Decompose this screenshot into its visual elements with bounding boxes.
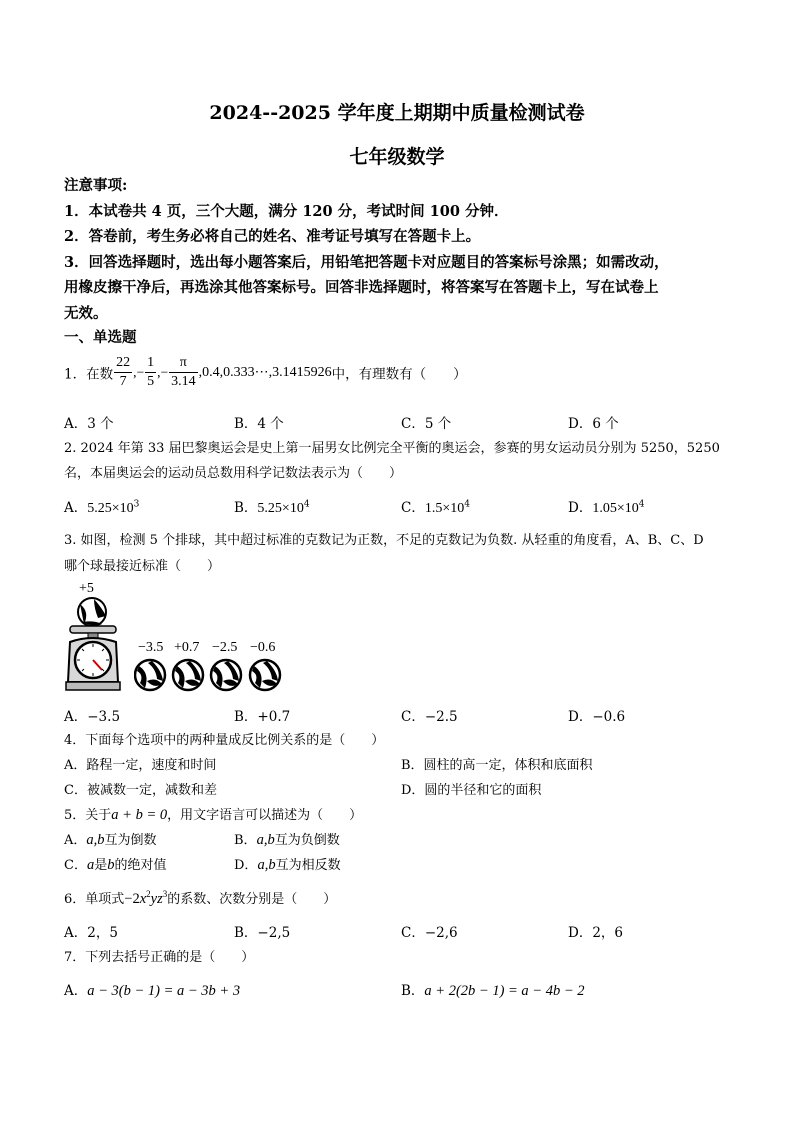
q1-number-list: ,0.4,0.333⋯,3.1415926 (198, 365, 332, 380)
q6-option-c[interactable]: C．−2,6 (401, 925, 458, 941)
option-expression: a − 3(b − 1) = a − 3b + 3 (87, 983, 241, 999)
option-label: C． (64, 858, 87, 873)
q5-stem-post: ，用文字语言可以描述为（ ） (167, 808, 363, 823)
question-3-line-1: 3. 如图，检测 5 个排球，其中超过标准的克数记为正数，不足的克数记为负数. 从轻重的角度看，A、B、C、D (64, 533, 704, 548)
q2-option-b[interactable] (234, 496, 310, 517)
notice-item-2: 2．答卷前，考生务必将自己的姓名、准考证号填写在答题卡上。 (64, 228, 481, 245)
option-label: A． (64, 983, 88, 999)
option-label: A． (64, 833, 87, 848)
q6-stem-pre: 6．单项式 (64, 892, 125, 907)
q7-option-a[interactable] (64, 979, 240, 1000)
frac-num: 1 (145, 354, 156, 373)
q1-option-d[interactable]: D．6 个 (568, 416, 619, 432)
question-2-line-2: 名，本届奥运会的运动员总数用科学记数法表示为（ ） (64, 466, 403, 481)
q6-option-a[interactable]: A．2，5 (64, 925, 118, 941)
question-1-stem (64, 354, 467, 391)
q1-prefix: 1．在数 (64, 366, 114, 383)
question-7-stem: 7．下列去括号正确的是（ ） (64, 950, 255, 965)
option-text: 互为相反数 (275, 858, 341, 873)
q1-sep: ,− (133, 364, 145, 380)
notice-item-1: 1．本试卷共 4 页，三个大题，满分 120 分，考试时间 100 分钟． (64, 203, 509, 220)
option-exponent: 4 (638, 499, 645, 510)
option-math: a,b (257, 857, 276, 873)
option-expression: a + 2(2b − 1) = a − 4b − 2 (424, 983, 585, 999)
option-label: B． (401, 983, 425, 999)
q5-option-d[interactable] (234, 854, 341, 874)
option-text: 互为倒数 (104, 833, 157, 848)
q3-option-d[interactable]: D．−0.6 (568, 709, 626, 725)
option-label: B． (234, 833, 257, 848)
q4-option-a[interactable]: A．路程一定，速度和时间 (64, 758, 217, 773)
frac-num: 22 (114, 354, 132, 373)
option-mantissa: 1.05×10 (592, 501, 639, 516)
frac-den: 3.14 (171, 374, 196, 389)
q4-option-c[interactable]: C．被减数一定，减数和差 (64, 783, 217, 798)
option-exponent: 4 (303, 499, 310, 510)
q3-option-a[interactable]: A．−3.5 (64, 709, 121, 725)
frac-den: 5 (147, 374, 155, 389)
volleyball-icon (135, 660, 165, 690)
q3-option-c[interactable]: C．−2.5 (401, 709, 458, 725)
volleyball-row (134, 658, 294, 694)
q2-option-a[interactable] (64, 496, 139, 517)
question-6-stem (64, 888, 336, 908)
q6-option-b[interactable]: B．−2,5 (234, 925, 291, 941)
q3-option-b[interactable]: B．+0.7 (234, 709, 291, 725)
scale-icon (64, 594, 124, 694)
option-text: 互为负倒数 (274, 833, 340, 848)
option-label: B． (234, 500, 258, 516)
q5-equation: a + b = 0 (111, 807, 168, 823)
question-2-line-1: 2. 2024 年第 33 届巴黎奥运会是史上第一届男女比例完全平衡的奥运会，参赛的男女运动员分别为 5250，5250 (64, 441, 720, 456)
q2-option-d[interactable] (568, 496, 644, 517)
option-label: C． (401, 500, 425, 516)
scale-ball-label: +5 (79, 581, 94, 596)
notice-heading: 注意事项: (64, 177, 128, 194)
q6-option-d[interactable]: D．2，6 (568, 925, 624, 941)
section-heading: 一、单选题 (64, 329, 137, 346)
option-exponent: 4 (464, 499, 470, 510)
fraction-1-5 (145, 354, 156, 391)
question-3-line-2: 哪个球最接近标准（ ） (64, 559, 221, 574)
notice-item-3: 3．回答选择题时，选出每小题答案后，用铅笔把答题卡对应题目的答案标号涂黑；如需改动， (64, 254, 669, 271)
q1-option-b[interactable]: B．4 个 (234, 416, 284, 432)
option-math: a (86, 857, 95, 873)
question-5-stem (64, 804, 362, 824)
option-label: A． (64, 500, 88, 516)
q5-stem-pre: 5．关于 (64, 808, 112, 823)
monomial-expression: $-2x^2yz^3$ (124, 889, 168, 907)
option-exponent: 3 (133, 499, 140, 510)
option-label: D． (234, 858, 258, 873)
exam-subtitle: 七年级数学 (349, 146, 445, 168)
option-mantissa: 5.25×10 (87, 501, 134, 516)
notice-item-3-end: 无效。 (64, 305, 108, 322)
q4-option-b[interactable]: B．圆柱的高一定，体积和底面积 (401, 758, 593, 773)
q6-stem-post: 的系数、次数分别是（ ） (167, 892, 337, 907)
option-math: a,b (256, 832, 275, 848)
q4-option-d[interactable]: D．圆的半径和它的面积 (401, 783, 542, 798)
question-4-stem: 4．下面每个选项中的两种量成反比例关系的是（ ） (64, 733, 385, 748)
ball-label-a: −3.5 (138, 640, 164, 655)
frac-den: 7 (119, 374, 127, 389)
fraction-pi-3.14 (169, 354, 198, 391)
ball-label-d: −0.6 (250, 640, 276, 655)
q5-option-b[interactable] (234, 829, 340, 849)
ball-label-b: +0.7 (174, 640, 200, 655)
option-text: 的绝对值 (114, 858, 167, 873)
q1-sep: ,− (157, 364, 169, 380)
q1-option-a[interactable]: A．3 个 (64, 416, 114, 432)
option-label: D． (568, 500, 593, 516)
volleyball-icon (250, 660, 280, 690)
volleyball-scale-figure (60, 578, 300, 694)
option-math: a,b (86, 832, 105, 848)
option-mantissa: 1.5×10 (424, 501, 465, 516)
q1-option-c[interactable]: C．5 个 (401, 416, 452, 432)
q5-option-a[interactable] (64, 829, 157, 849)
q5-option-c[interactable] (64, 854, 166, 874)
option-mantissa: 5.25×10 (257, 501, 304, 516)
exam-title: 2024--2025 学年度上期期中质量检测试卷 (209, 102, 585, 124)
ball-label-c: −2.5 (212, 640, 238, 655)
q2-option-c[interactable] (401, 496, 470, 517)
fraction-22-7 (114, 354, 132, 391)
q1-suffix: 中，有理数有（ ） (331, 366, 467, 383)
q7-option-b[interactable] (401, 979, 585, 1000)
volleyball-icon (211, 660, 241, 690)
option-text: 是 (94, 858, 108, 873)
frac-num: π (169, 354, 198, 373)
notice-item-3-cont: 用橡皮擦干净后，再选涂其他答案标号。回答非选择题时，将答案写在答题卡上，写在试卷上 (64, 279, 659, 296)
volleyball-icon (173, 660, 203, 690)
option-math: b (107, 857, 115, 873)
